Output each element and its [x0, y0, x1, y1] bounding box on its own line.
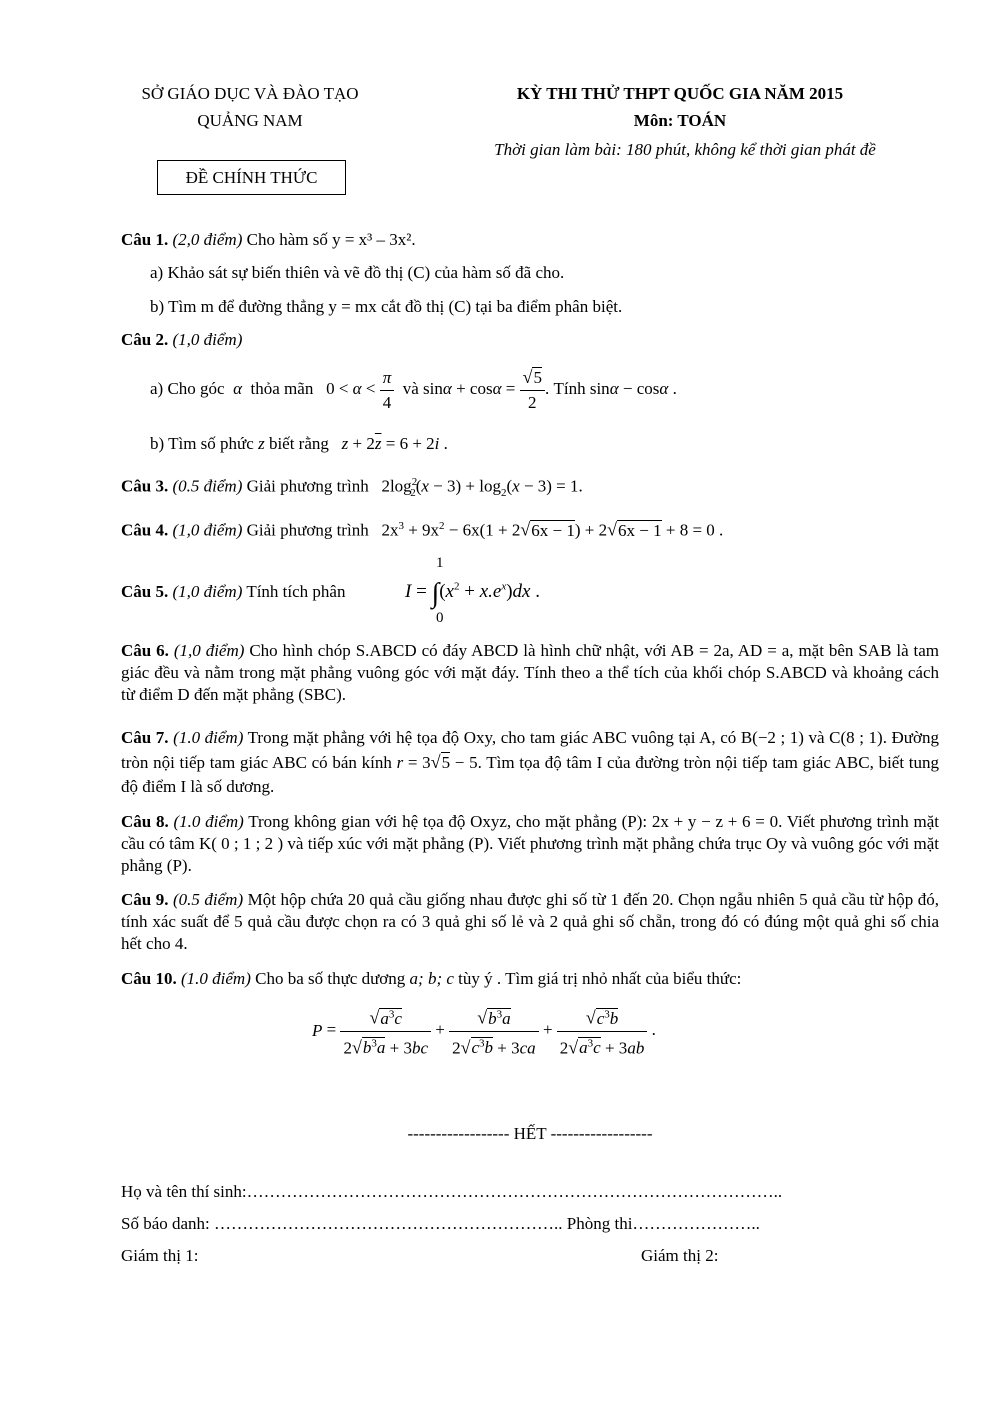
question-1a: a) Khảo sát sự biến thiên và vẽ đồ thị (C) của hàm số đã cho. [150, 263, 565, 282]
question-7: Câu 7. (1.0 điểm) Trong mặt phẳng với hệ tọa độ Oxy, cho tam giác ABC vuông tại A, có B(−2 ; 1) và C(8 ; 1). Đường tròn nội tiếp tam giác ABC có bán kính r = 3√5 − 5. Tìm tọa độ tâm I của đường tròn nội tiếp tam giác ABC, biết tung độ điểm I là số dương. [121, 728, 940, 796]
end-marker: ------------------ HẾT ------------------ [407, 1124, 653, 1143]
official-stamp: ĐỀ CHÍNH THỨC [157, 160, 346, 195]
expression-P: P = $\frac{√a^3c}{2√b^3a + 3bc}$ + $\frac{√b^3a}{2√c^3b + 3ca}$ + $\frac{√c^3b}{2√a^3c + 3ab}$ . [312, 1002, 656, 1060]
time-note: Thời gian làm bài: 180 phút, không kể thời gian phát đề [494, 140, 876, 159]
question-6: Câu 6. (1,0 điểm) Cho hình chóp S.ABCD có đáy ABCD là hình chữ nhật, với AB = 2a, AD = a, mặt bên SAB là tam giác đều và nằm trong mặt phẳng vuông góc với mặt đáy. Tính theo a thể tích của khối chóp S.ABCD và khoảng cách từ điểm D đến mặt phẳng (SBC). [121, 641, 940, 704]
integral-expression: $I = \int(x^2 + x.e^x)dx$ . [405, 578, 540, 609]
question-8: Câu 8. (1.0 điểm) Trong không gian với hệ tọa độ Oxyz, cho mặt phẳng (P): 2x + y − z + 6 = 0. Viết phương trình mặt cầu có tâm K( 0 ; 1 ; 2 ) và tiếp xúc với mặt phẳng (P). Viết phương trình mặt phẳng chứa trục Oy và vuông góc với mặt phẳng (P). [121, 812, 939, 875]
province-name: QUẢNG NAM [197, 111, 303, 130]
proctor-2: Giám thị 2: [641, 1246, 719, 1265]
exam-title: KỲ THI THỬ THPT QUỐC GIA NĂM 2015 [516, 84, 844, 103]
question-2a: a) Cho góc α thỏa mãn 0 < α < $\frac{\pi}{4}$ và sinα + cosα = $\frac{√5}{2}$ . Tính sinα − cosα . [150, 367, 677, 413]
question-3: Câu 3. (0.5 điểm) Giải phương trình $2\log^2_2(x - 3) + \log_2(x - 3) = 1$. [121, 476, 583, 500]
question-2b: b) Tìm số phức z biết rằng $z + 2\overline{z} = 6 + 2i$ . [150, 434, 448, 453]
candidate-number-line: Số báo danh: …………………………………………………….. Phòng thi………………….. [121, 1214, 760, 1233]
candidate-name-line: Họ và tên thí sinh:………………………………………………………………………………….. [121, 1182, 783, 1201]
department-name: SỞ GIÁO DỤC VÀ ĐÀO TẠO [141, 84, 359, 103]
subject: Môn: TOÁN [633, 111, 727, 130]
question-10: Câu 10. (1.0 điểm) Cho ba số thực dương a; b; c tùy ý . Tìm giá trị nhỏ nhất của biểu thức: [121, 969, 742, 988]
question-9: Câu 9. (0.5 điểm) Một hộp chứa 20 quả cầu giống nhau được ghi số từ 1 đến 20. Chọn ngẫu nhiên 5 quả cầu từ hộp đó, tính xác suất để 5 quả cầu được chọn ra có 3 quả ghi số lẻ và 2 quả ghi số chẵn, trong đó có đúng một quả ghi số chia hết cho 4. [121, 890, 940, 953]
question-1b: b) Tìm m để đường thẳng y = mx cắt đồ thị (C) tại ba điểm phân biệt. [150, 297, 623, 316]
question-1: Câu 1. (2,0 điểm) Cho hàm số y = x³ – 3x². [121, 230, 416, 249]
question-4: Câu 4. (1,0 điểm) Giải phương trình $2x^3 + 9x^2 - 6x(1 + 2√6x - 1) + 2√6x - 1 + 8 = 0$ . [121, 519, 724, 540]
question-2: Câu 2. (1,0 điểm) [121, 330, 243, 349]
proctor-1: Giám thị 1: [121, 1246, 199, 1265]
question-5: Câu 5. (1,0 điểm) Tính tích phân [121, 582, 346, 601]
